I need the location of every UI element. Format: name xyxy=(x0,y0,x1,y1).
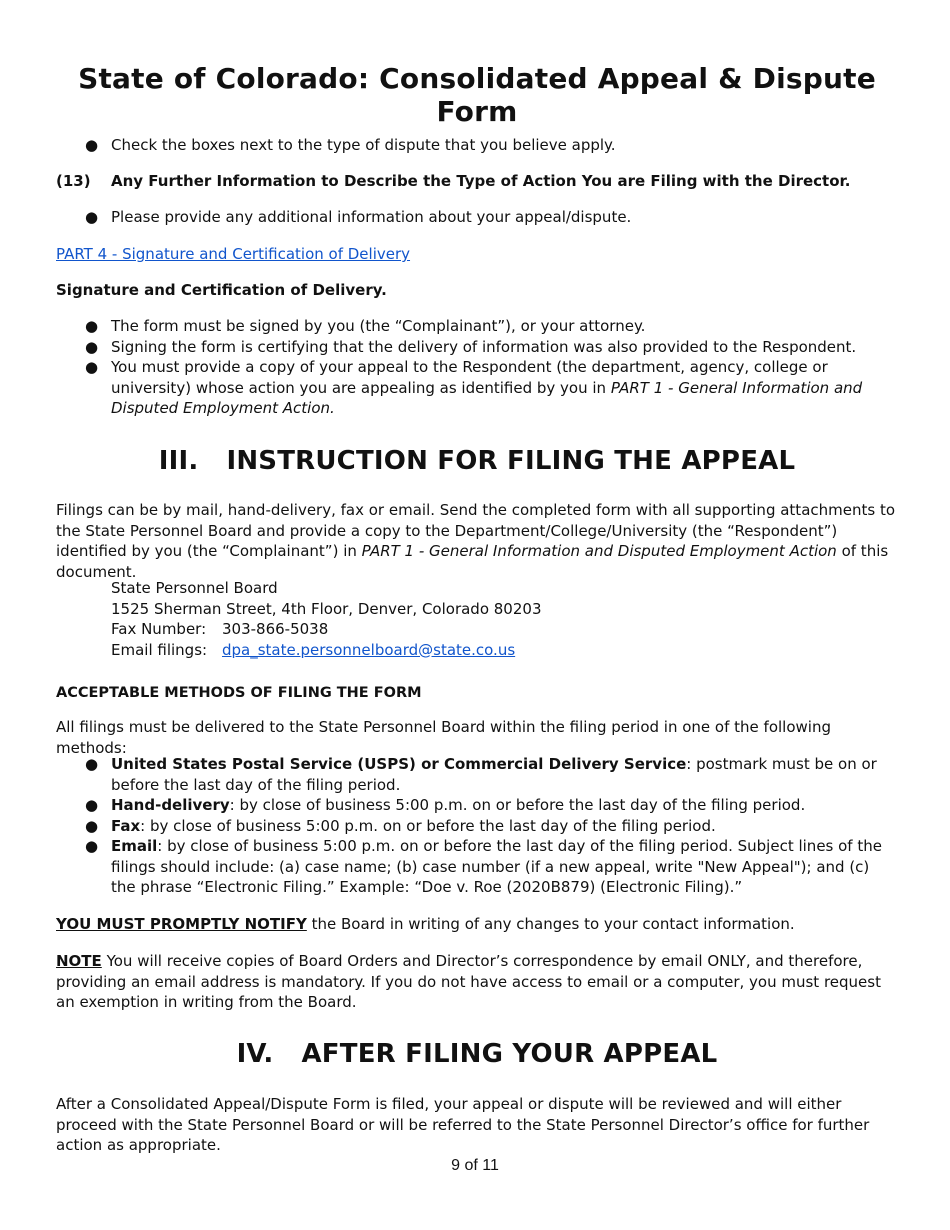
page-number: 9 of 11 xyxy=(451,1157,499,1174)
bullet-list-methods xyxy=(56,754,898,898)
filing-instructions-paragraph: Filings can be by mail, hand-delivery, fax or email. Send the completed form with all supporting attachments to the State Personnel Board and provide a copy to the Department/College/University (the “Respondent”) identified by you (the “Complainant”) in PART 1 - General Information and Disputed Employment Action of this document. xyxy=(56,501,896,581)
list-item: ● Please provide any additional information about your appeal/dispute. xyxy=(85,208,632,226)
notify-paragraph: YOU MUST PROMPTLY NOTIFY the Board in writing of any changes to your contact information. xyxy=(56,915,795,933)
bullet-list-signature xyxy=(56,316,898,419)
section-iii-heading: III. INSTRUCTION FOR FILING THE APPEAL xyxy=(158,446,796,476)
list-item: ● Hand-delivery: by close of business 5:00 p.m. on or before the last day of the filing period. xyxy=(85,796,806,814)
signature-heading: Signature and Certification of Delivery. xyxy=(56,281,387,299)
bullet-icon: ● xyxy=(85,755,99,773)
board-address-block xyxy=(111,578,898,660)
bullet-icon: ● xyxy=(85,208,99,226)
list-item: ● Check the boxes next to the type of dispute that you believe apply. xyxy=(85,136,616,154)
list-item: ● Signing the form is certifying that the delivery of information was also provided to the Respondent. xyxy=(85,337,857,356)
section-iv-heading: IV. AFTER FILING YOUR APPEAL xyxy=(236,1039,718,1069)
page-title: State of Colorado: Consolidated Appeal & Dispute Form xyxy=(78,62,876,128)
bullet-icon: ● xyxy=(85,816,99,835)
methods-heading: ACCEPTABLE METHODS OF FILING THE FORM xyxy=(56,685,422,701)
address-name: State Personnel Board xyxy=(111,579,278,597)
list-item: ● You must provide a copy of your appeal to the Respondent (the department, agency, college or university) whose action you are appealing as identified by you in PART 1 - General Information and Disputed Employment Action. xyxy=(85,358,863,417)
bullet-list-additional-info xyxy=(56,207,898,228)
email-row: Email filings: dpa_state.personnelboard@state.co.us xyxy=(111,640,516,659)
address-street: 1525 Sherman Street, 4th Floor, Denver, Colorado 80203 xyxy=(111,599,542,618)
bullet-list-dispute-type xyxy=(56,135,898,156)
list-item: ● Email: by close of business 5:00 p.m. on or before the last day of the filing period. Subject lines of the filings should include: (a) case name; (b) case number (if a new appeal, write "New Appeal"); and (c) the phrase “Electronic Filing.” Example: “Doe v. Roe (2020B879) (Electronic Filing).” xyxy=(85,837,882,896)
part4-link-row xyxy=(56,244,898,265)
note-paragraph: NOTE You will receive copies of Board Orders and Director’s correspondence by email ONLY, and therefore, providing an email address is mandatory. If you do not have access to email or a computer, you must request an exemption in writing from the Board. xyxy=(56,952,881,1011)
bullet-icon: ● xyxy=(85,317,99,335)
list-item: ● The form must be signed by you (the “Complainant”), or your attorney. xyxy=(85,317,646,335)
list-item: ● Fax: by close of business 5:00 p.m. on or before the last day of the filing period. xyxy=(85,816,716,835)
bullet-icon: ● xyxy=(85,796,99,814)
bullet-icon: ● xyxy=(85,136,99,154)
bullet-icon: ● xyxy=(85,337,99,356)
methods-intro: All filings must be delivered to the State Personnel Board within the filing period in one of the following methods: xyxy=(56,718,831,757)
fax-row: Fax Number: 303-866-5038 xyxy=(111,620,329,638)
bullet-icon: ● xyxy=(85,837,99,855)
list-item: ● United States Postal Service (USPS) or Commercial Delivery Service: postmark must be on or before the last day of the filing period. xyxy=(85,755,877,794)
bullet-icon: ● xyxy=(85,358,99,376)
item-13-heading: (13) Any Further Information to Describe the Type of Action You are Filing with the Director. xyxy=(56,172,851,190)
after-filing-paragraph: After a Consolidated Appeal/Dispute Form is filed, your appeal or dispute will be reviewed and will either proceed with the State Personnel Board or will be referred to the State Personnel Director’s office for further action as appropriate. xyxy=(56,1095,870,1154)
email-link[interactable]: dpa_state.personnelboard@state.co.us xyxy=(222,640,516,659)
part4-link[interactable]: PART 4 - Signature and Certification of Delivery xyxy=(56,245,411,263)
